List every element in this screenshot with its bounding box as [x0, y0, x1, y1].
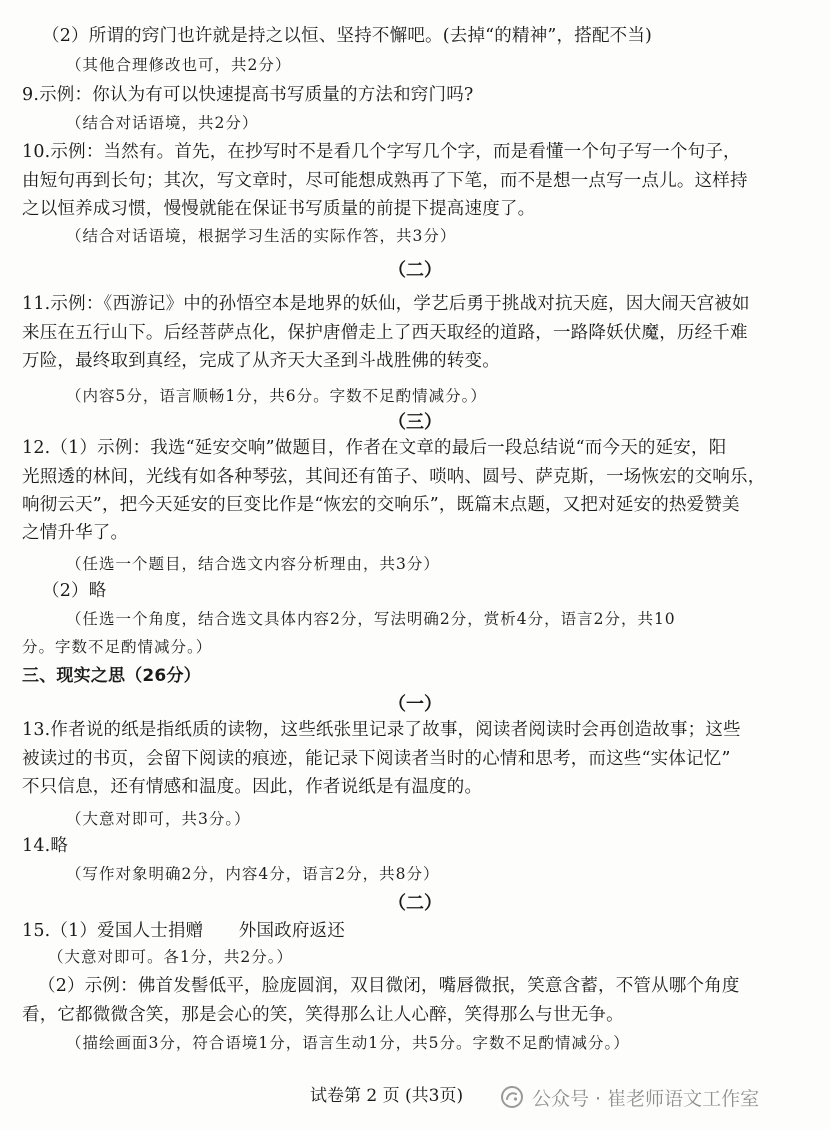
- scoring-note: （大意对即可。各1分，共2分。）: [48, 948, 293, 966]
- answer-12-line1: 12.（1）示例：我选“延安交响”做题目，作者在文章的最后一段总结说“而今天的延安，阳: [22, 438, 727, 458]
- scoring-note: （其他合理修改也可，共2分）: [66, 56, 292, 74]
- answer-12-2: （2）略: [42, 581, 107, 601]
- answer-10-line1: 10.示例：当然有。首先，在抄写时不是看几个字写几个字，而是看懂一个句子写一个句子，: [22, 142, 741, 162]
- section-heading: （二）: [388, 260, 442, 281]
- answer-13-line1: 13.作者说的纸是指纸质的读物，这些纸张里记录了故事，阅读者阅读时会再创造故事；这些: [22, 720, 741, 740]
- answer-15-1: 15.（1）爱国人士捐赠 外国政府返还: [22, 921, 345, 941]
- scoring-note: （描绘画面3分，符合语境1分，语言生动1分，共5分。字数不足酌情减分。）: [66, 1034, 630, 1052]
- section-heading: （三）: [388, 412, 442, 433]
- scoring-note: （结合对话语境，共2分）: [66, 114, 259, 132]
- wechat-official-account-icon: [500, 1085, 524, 1109]
- answer-15-2-line1: （2）示例：佛首发髻低平，脸庞圆润，双目微闭，嘴唇微抿，笑意含蓄，不管从哪个角度: [38, 976, 740, 996]
- answer-13-line3: 不只信息，还有情感和温度。因此，作者说纸是有温度的。: [22, 777, 483, 797]
- answer-8-2: （2）所谓的窍门也许就是持之以恒、坚持不懈吧。(去掉“的精神”，搭配不当): [42, 26, 653, 46]
- watermark: [500, 1084, 759, 1110]
- answer-10-line3: 之以恒养成习惯，慢慢就能在保证书写质量的前提下提高速度了。: [22, 199, 536, 219]
- scoring-note: （大意对即可，共3分。）: [66, 810, 251, 828]
- answer-11-line2: 来压在五行山下。后经菩萨点化，保护唐僧走上了西天取经的道路，一路降妖伏魔，历经千难: [22, 323, 748, 343]
- answer-11-line1: 11.示例：《西游记》中的孙悟空本是地界的妖仙，学艺后勇于挑战对抗天庭，因大闹天宫被如: [22, 294, 750, 314]
- answer-9: 9.示例：你认为有可以快速提高书写质量的方法和窍门吗?: [22, 85, 474, 105]
- scoring-note-cont: 分。字数不足酌情减分。）: [22, 638, 213, 656]
- answer-15-2-line2: 看，它都微微含笑，那是会心的笑，笑得那么让人心醉，笑得那么与世无争。: [22, 1005, 624, 1025]
- watermark-text: 公众号 · 崔老师语文工作室: [532, 1087, 760, 1110]
- answer-12-line4: 之情升华了。: [22, 523, 129, 543]
- answer-14: 14.略: [22, 836, 69, 856]
- answer-12-line3: 响彻云天”，把今天延安的巨变比作是“恢宏的交响乐”，既篇末点题，又把对延安的热爱赞美: [22, 495, 740, 515]
- page-number-footer: 试卷第 2 页 (共3页): [310, 1086, 464, 1106]
- scoring-note: （任选一个题目，结合选文内容分析理由，共3分）: [66, 555, 440, 573]
- section-heading: （二）: [388, 893, 442, 914]
- scoring-note: （结合对话语境，根据学习生活的实际作答，共3分）: [66, 227, 457, 245]
- answer-13-line2: 被读过的书页，会留下阅读的痕迹，能记录下阅读者当时的心情和思考，而这些“实体记忆”: [22, 749, 731, 769]
- answer-10-line2: 由短句再到长句；其次，写文章时，尽可能想成熟再了下笔，而不是想一点写一点儿。这样持: [22, 171, 748, 191]
- scoring-note: （内容5分，语言顺畅1分，共6分。字数不足酌情减分。）: [66, 387, 487, 405]
- answer-11-line3: 万险，最终取到真经，完成了从齐天大圣到斗战胜佛的转变。: [22, 351, 500, 371]
- scoring-note: （写作对象明确2分，内容4分，语言2分，共8分）: [66, 865, 440, 883]
- scoring-note: （任选一个角度，结合选文具体内容2分，写法明确2分，赏析4分，语言2分，共10: [66, 610, 676, 628]
- answer-12-line2: 光照透的林间，光线有如各种琴弦，其间还有笛子、唢呐、圆号、萨克斯，一场恢宏的交响乐，: [22, 467, 766, 487]
- part-heading: 三、现实之思（26分）: [22, 666, 201, 686]
- section-heading: （一）: [388, 694, 442, 715]
